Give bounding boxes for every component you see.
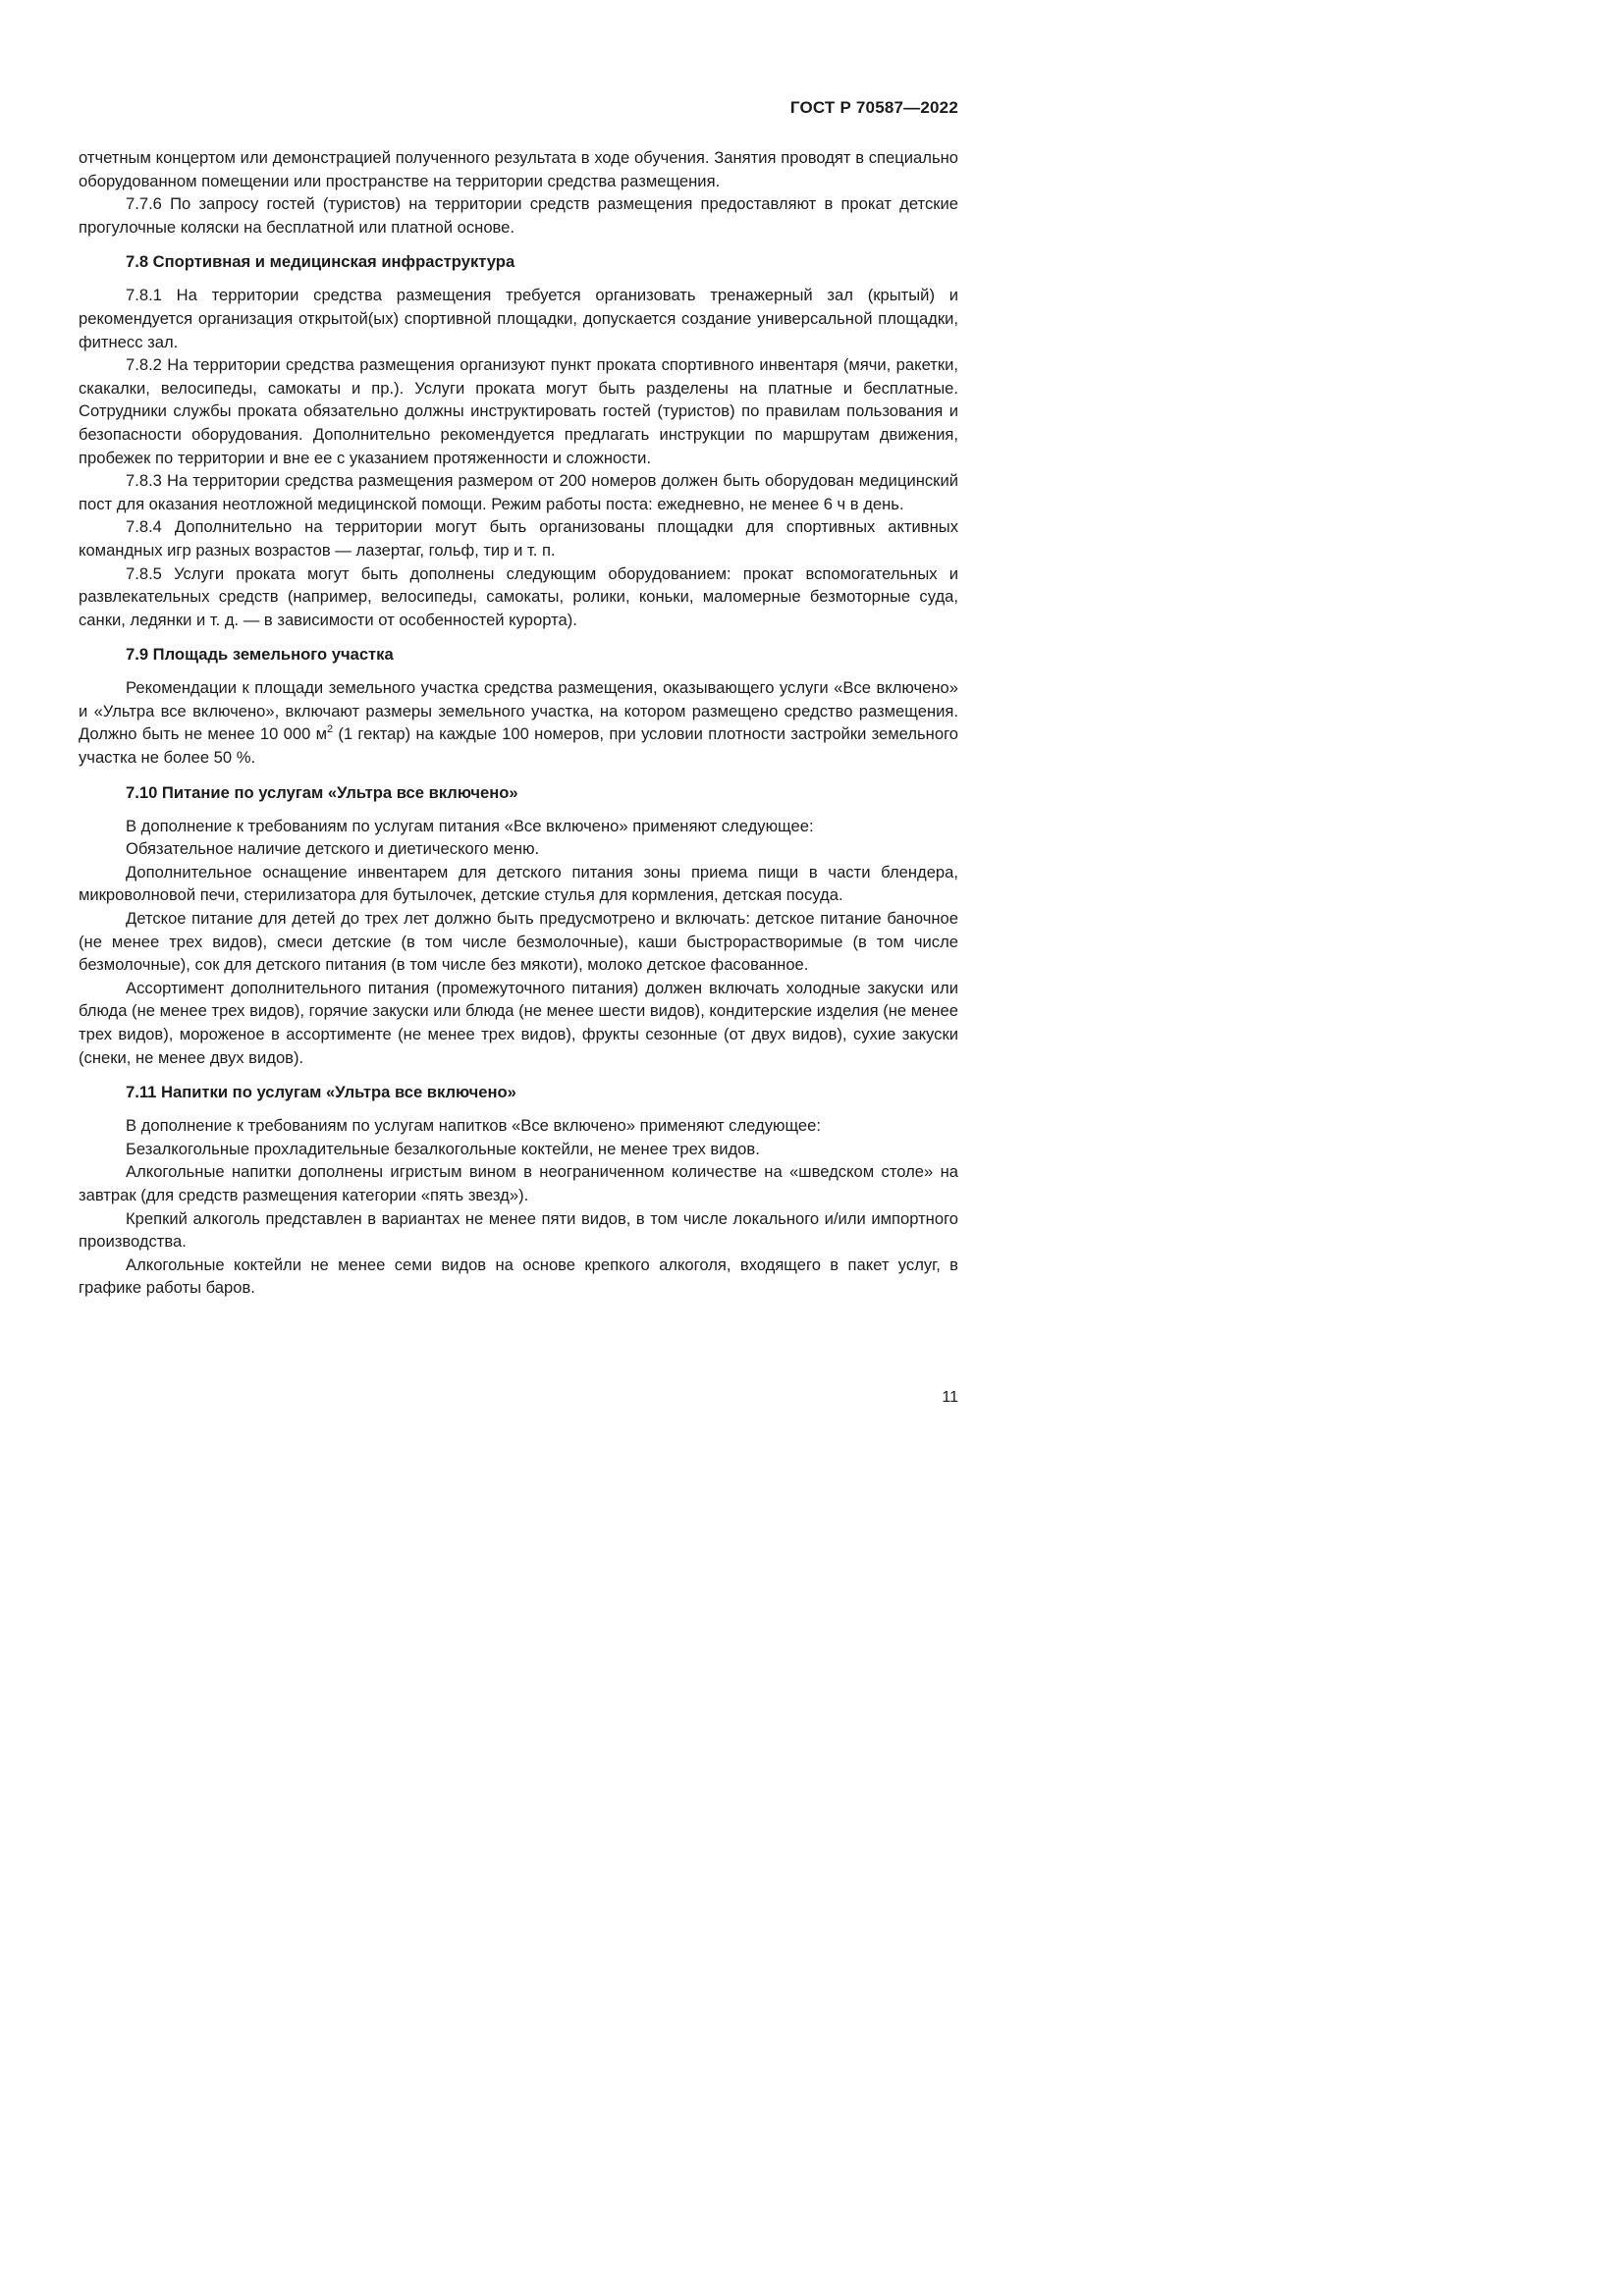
paragraph-7-9-text-b: (1 гектар) на каждые 100 номеров, при условии плотности застройки земельного участка не более 50 %.	[79, 724, 958, 768]
paragraph-7-11-5: Алкогольные коктейли не менее семи видов на основе крепкого алкоголя, входящего в пакет услуг, в графике работы баров.	[79, 1255, 958, 1298]
document-page	[0, 0, 1080, 1527]
heading-7-8: 7.8 Спортивная и медицинская инфраструктура	[126, 252, 515, 272]
heading-7-11: 7.11 Напитки по услугам «Ультра все включено»	[126, 1083, 516, 1102]
paragraph-7-11-1: В дополнение к требованиям по услугам напитков «Все включено» применяют следующее:	[126, 1116, 821, 1136]
paragraph-7-8-5: 7.8.5 Услуги проката могут быть дополнены следующим оборудованием: прокат вспомогательных и развлекательных средств (например, велосипеды, самокаты, ролики, коньки, маломерные безмоторные суда, санки, ледянки и т. д. — в зависимости от особенностей курорта).	[79, 563, 958, 629]
heading-7-10: 7.10 Питание по услугам «Ультра все включено»	[126, 782, 518, 802]
paragraph-7-10-4: Детское питание для детей до трех лет должно быть предусмотрено и включать: детское питание баночное (не менее трех видов), смеси детские (в том числе безмолочные), каши быстрорастворимые (в том числе безмолочные), сок для детского питания (в том числе без мякоти), молоко детское фасованное.	[79, 909, 958, 975]
paragraph-7-8-3: 7.8.3 На территории средства размещения размером от 200 номеров должен быть оборудован медицинский пост для оказания неотложной медицинской помощи. Режим работы поста: ежедневно, не менее 6 ч в день.	[79, 471, 958, 513]
paragraph-7-10-5: Ассортимент дополнительного питания (промежуточного питания) должен включать холодные закуски или блюда (не менее трех видов), горячие закуски или блюда (не менее шести видов), кондитерские изделия (не менее трех видов), мороженое в ассортименте (не менее трех видов), фрукты сезонные (от двух видов), сухие закуски (снеки, не менее двух видов).	[79, 978, 958, 1067]
paragraph-7-10-3: Дополнительное оснащение инвентарем для детского питания зоны приема пищи в части блендера, микроволновой печи, стерилизатора для бутылочек, детские стулья для кормления, детская посуда.	[79, 862, 958, 905]
document-body	[79, 146, 958, 1300]
page-number: 11	[942, 1389, 958, 1406]
paragraph-7-9	[79, 676, 958, 769]
superscript-exponent: 2	[326, 723, 334, 736]
paragraph-7-11-3: Алкогольные напитки дополнены игристым вином в неограниченном количестве на «шведском столе» на завтрак (для средств размещения категории «пять звезд»).	[79, 1162, 958, 1204]
paragraph-7-8-1: 7.8.1 На территории средства размещения требуется организовать тренажерный зал (крытый) и рекомендуется организация открытой(ых) спортивной площадки, допускается создание универсальной площадки, фитнесс зал.	[79, 286, 958, 351]
paragraph-7-9-text-a: Рекомендации к площади земельного участка средства размещения, оказывающего услуги «Все включено» и «Ультра все включено», включают размеры земельного участка, на котором размещено средство размещения. Должно быть не менее 10 000 м	[79, 678, 958, 744]
paragraph-7-8-2: 7.8.2 На территории средства размещения организуют пункт проката спортивного инвентаря (мячи, ракетки, скакалки, велосипеды, самокаты и пр.). Услуги проката могут быть разделены на платные и бесплатные. Сотрудники службы проката обязательно должны инструктировать гостей (туристов) по правилам пользования и безопасности оборудования. Дополнительно рекомендуется предлагать инструкции по маршрутам движения, пробежек по территории и вне ее с указанием протяженности и сложности.	[79, 355, 958, 467]
paragraph-7-11-2: Безалкогольные прохладительные безалкогольные коктейли, не менее трех видов.	[126, 1139, 760, 1158]
paragraph-continuation: отчетным концертом или демонстрацией полученного результата в ходе обучения. Занятия проводят в специально оборудованном помещении или пространстве на территории средства размещения.	[79, 148, 958, 190]
paragraph-7-8-4: 7.8.4 Дополнительно на территории могут быть организованы площадки для спортивных активных командных игр разных возрастов — лазертаг, гольф, тир и т. п.	[79, 517, 958, 560]
paragraph-7-10-1: В дополнение к требованиям по услугам питания «Все включено» применяют следующее:	[126, 816, 814, 835]
document-id-header: ГОСТ Р 70587—2022	[789, 98, 958, 117]
heading-7-9: 7.9 Площадь земельного участка	[126, 645, 394, 665]
paragraph-7-10-2: Обязательное наличие детского и диетического меню.	[126, 839, 540, 859]
paragraph-7-11-4: Крепкий алкоголь представлен в вариантах не менее пяти видов, в том числе локального и/или импортного производства.	[79, 1208, 958, 1252]
paragraph-7-7-6: 7.7.6 По запросу гостей (туристов) на территории средств размещения предоставляют в прокат детские прогулочные коляски на бесплатной или платной основе.	[79, 194, 958, 237]
